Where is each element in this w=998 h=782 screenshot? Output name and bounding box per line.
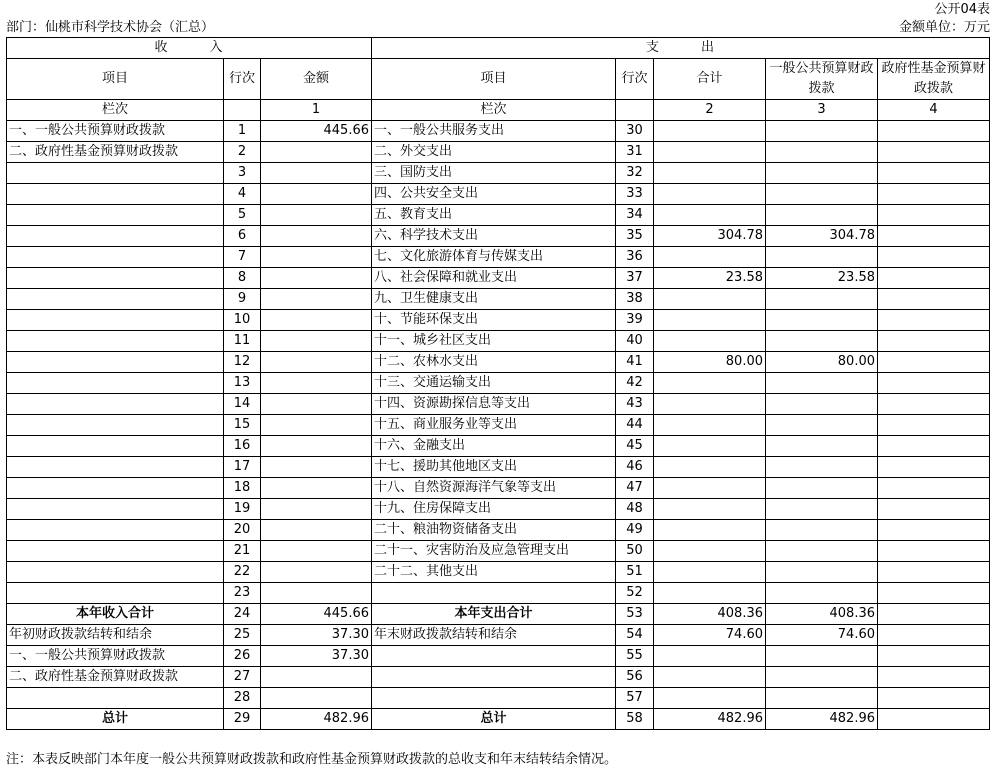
expense-rowno-cell: 42 [616,373,654,394]
income-item-cell [7,310,224,331]
income-amount-cell [261,457,372,478]
expense-item-cell: 十三、交通运输支出 [372,373,616,394]
income-item-cell [7,394,224,415]
income-amount-cell [261,583,372,604]
table-row [7,562,990,583]
expense-item-cell: 十、节能环保支出 [372,310,616,331]
expense-item-cell: 十四、资源勘探信息等支出 [372,394,616,415]
table-row [7,142,990,163]
income-item-cell [7,436,224,457]
general-budget-cell: 23.58 [766,268,878,289]
footnote: 注：本表反映部门本年度一般公共预算财政拨款和政府性基金预算财政拨款的总收支和年末结转结余情况。 [6,752,618,767]
general-budget-cell [766,583,878,604]
gov-fund-cell [878,142,990,163]
income-rowno-cell: 9 [224,289,261,310]
income-rowno-cell: 27 [224,667,261,688]
income-rowno-cell: 22 [224,562,261,583]
expense-item-cell [372,646,616,667]
expense-total-cell [654,520,766,541]
income-rowno-cell: 8 [224,268,261,289]
income-item-cell [7,226,224,247]
table-row [7,331,990,352]
table-row [7,289,990,310]
income-item-cell [7,415,224,436]
income-rowno-cell: 7 [224,247,261,268]
table-row [7,184,990,205]
income-amount-cell: 445.66 [261,604,372,625]
income-rowno-cell: 10 [224,310,261,331]
general-budget-cell [766,541,878,562]
general-budget-cell: 304.78 [766,226,878,247]
general-budget-cell [766,247,878,268]
expense-rowno-cell: 33 [616,184,654,205]
expense-rowno-cell: 49 [616,520,654,541]
income-item-header: 项目 [7,59,224,100]
income-rowno-cell: 24 [224,604,261,625]
expense-rowno-cell: 38 [616,289,654,310]
gov-fund-cell [878,163,990,184]
gov-fund-cell [878,226,990,247]
gov-fund-cell [878,121,990,142]
income-rowno-cell: 3 [224,163,261,184]
gov-fund-header: 政府性基金预算财政拨款 [878,59,990,100]
income-item-cell [7,205,224,226]
income-rowno-cell: 23 [224,583,261,604]
table-row [7,268,990,289]
expense-rowno-cell: 56 [616,667,654,688]
income-amount-cell [261,163,372,184]
column-header-row [7,59,990,100]
income-rowno-cell: 2 [224,142,261,163]
gov-fund-cell [878,394,990,415]
expense-rowno-cell: 34 [616,205,654,226]
expense-total-cell [654,415,766,436]
income-item-cell [7,268,224,289]
income-amount-cell [261,436,372,457]
expense-total-cell [654,121,766,142]
department-label: 部门：仙桃市科学技术协会（汇总） [6,20,215,35]
table-row [7,478,990,499]
general-budget-cell [766,121,878,142]
expense-item-cell: 十六、金融支出 [372,436,616,457]
income-item-cell: 一、一般公共预算财政拨款 [7,121,224,142]
table-row [7,541,990,562]
income-amount-cell [261,331,372,352]
expense-total-cell [654,205,766,226]
gov-fund-cell [878,268,990,289]
expense-item-cell: 十一、城乡社区支出 [372,331,616,352]
expense-item-cell: 三、国防支出 [372,163,616,184]
unit-label: 金额单位：万元 [898,20,990,35]
gov-fund-cell [878,289,990,310]
expense-total-cell [654,688,766,709]
expense-total-cell [654,457,766,478]
general-budget-cell [766,562,878,583]
expense-total-cell [654,562,766,583]
income-amount-cell [261,688,372,709]
income-amount-cell [261,226,372,247]
income-rowno-cell: 18 [224,478,261,499]
income-rowno-cell: 26 [224,646,261,667]
expense-rowno-cell: 36 [616,247,654,268]
income-item-cell: 二、政府性基金预算财政拨款 [7,667,224,688]
general-budget-cell [766,478,878,499]
expense-item-cell: 六、科学技术支出 [372,226,616,247]
table-row [7,499,990,520]
expense-total-cell: 23.58 [654,268,766,289]
gov-fund-cell [878,709,990,730]
income-rowno-cell: 6 [224,226,261,247]
income-rowno-header: 行次 [224,59,261,100]
expense-total-cell [654,247,766,268]
income-amount-cell [261,184,372,205]
table-row [7,667,990,688]
expense-item-cell: 二十二、其他支出 [372,562,616,583]
income-item-cell: 二、政府性基金预算财政拨款 [7,142,224,163]
income-item-cell: 总计 [7,709,224,730]
general-budget-cell [766,457,878,478]
expense-item-cell: 一、一般公共服务支出 [372,121,616,142]
expense-total-cell [654,541,766,562]
general-budget-cell [766,415,878,436]
table-row [7,226,990,247]
expense-item-cell: 十九、住房保障支出 [372,499,616,520]
expense-col-2: 2 [654,100,766,121]
income-item-cell [7,184,224,205]
expense-rowno-index [616,100,654,121]
expense-item-cell: 七、文化旅游体育与传媒支出 [372,247,616,268]
expense-total-cell: 80.00 [654,352,766,373]
income-amount-cell [261,268,372,289]
expense-rowno-header: 行次 [616,59,654,100]
gov-fund-cell [878,184,990,205]
expense-total-cell [654,667,766,688]
gov-fund-cell [878,331,990,352]
table-row [7,646,990,667]
general-budget-cell [766,331,878,352]
income-amount-cell [261,142,372,163]
gov-fund-cell [878,478,990,499]
general-budget-cell: 80.00 [766,352,878,373]
general-budget-cell [766,205,878,226]
income-rowno-cell: 13 [224,373,261,394]
table-row [7,247,990,268]
table-row [7,373,990,394]
table-row [7,415,990,436]
general-budget-cell [766,436,878,457]
expense-rowno-cell: 32 [616,163,654,184]
income-item-cell [7,247,224,268]
expense-rowno-cell: 30 [616,121,654,142]
expense-rowno-cell: 37 [616,268,654,289]
income-item-cell [7,541,224,562]
income-item-cell [7,688,224,709]
gov-fund-cell [878,625,990,646]
income-item-cell: 一、一般公共预算财政拨款 [7,646,224,667]
general-budget-cell [766,667,878,688]
income-item-cell [7,562,224,583]
expense-rowno-cell: 55 [616,646,654,667]
expense-rowno-cell: 50 [616,541,654,562]
general-budget-cell [766,310,878,331]
expense-group-header: 支 出 [372,38,990,59]
general-budget-header: 一般公共预算财政拨款 [766,59,878,100]
income-item-cell [7,520,224,541]
income-amount-cell [261,205,372,226]
general-budget-cell: 408.36 [766,604,878,625]
expense-total-cell [654,583,766,604]
table-row [7,310,990,331]
form-code: 公开04表 [934,2,990,17]
income-amount-cell [261,289,372,310]
expense-item-cell [372,667,616,688]
income-rowno-cell: 12 [224,352,261,373]
gov-fund-cell [878,205,990,226]
gov-fund-cell [878,310,990,331]
gov-fund-cell [878,373,990,394]
general-budget-cell [766,184,878,205]
column-index-row [7,100,990,121]
income-amount-cell [261,499,372,520]
expense-rowno-cell: 35 [616,226,654,247]
gov-fund-cell [878,436,990,457]
table-row [7,352,990,373]
expense-total-cell [654,436,766,457]
expense-item-cell: 本年支出合计 [372,604,616,625]
income-rowno-cell: 16 [224,436,261,457]
income-rowno-cell: 1 [224,121,261,142]
general-budget-cell [766,394,878,415]
expense-total-cell: 74.60 [654,625,766,646]
income-rowno-index [224,100,261,121]
income-item-cell [7,373,224,394]
group-header-row [7,38,990,59]
expense-total-cell [654,394,766,415]
gov-fund-cell [878,688,990,709]
expense-total-cell [654,499,766,520]
income-amount-cell [261,478,372,499]
expense-total-cell [654,331,766,352]
expense-item-cell: 九、卫生健康支出 [372,289,616,310]
expense-item-cell: 二十、粮油物资储备支出 [372,520,616,541]
income-rowno-cell: 25 [224,625,261,646]
gov-fund-cell [878,499,990,520]
gov-fund-cell [878,247,990,268]
expense-item-header: 项目 [372,59,616,100]
general-budget-cell [766,499,878,520]
income-item-cell [7,457,224,478]
table-row [7,205,990,226]
income-rowno-cell: 4 [224,184,261,205]
table-row [7,688,990,709]
income-amount-cell: 37.30 [261,625,372,646]
expense-rowno-cell: 44 [616,415,654,436]
expense-item-cell: 年末财政拨款结转和结余 [372,625,616,646]
expense-total-cell [654,310,766,331]
expense-rowno-cell: 57 [616,688,654,709]
income-rowno-cell: 5 [224,205,261,226]
expense-total-cell [654,142,766,163]
income-amount-cell [261,247,372,268]
expense-item-cell: 八、社会保障和就业支出 [372,268,616,289]
income-rowno-cell: 11 [224,331,261,352]
general-budget-cell [766,373,878,394]
general-budget-cell [766,163,878,184]
expense-item-cell: 五、教育支出 [372,205,616,226]
expense-rowno-cell: 52 [616,583,654,604]
income-amount-cell [261,310,372,331]
income-rowno-cell: 19 [224,499,261,520]
expense-rowno-cell: 46 [616,457,654,478]
budget-table [6,37,990,730]
gov-fund-cell [878,667,990,688]
expense-item-cell: 二十一、灾害防治及应急管理支出 [372,541,616,562]
expense-rowno-cell: 58 [616,709,654,730]
income-item-cell: 年初财政拨款结转和结余 [7,625,224,646]
income-group-header: 收 入 [7,38,372,59]
expense-rowno-cell: 40 [616,331,654,352]
gov-fund-cell [878,352,990,373]
expense-rowno-cell: 48 [616,499,654,520]
table-row [7,604,990,625]
table-row [7,163,990,184]
expense-total-cell [654,646,766,667]
expense-rowno-cell: 43 [616,394,654,415]
expense-item-cell: 十八、自然资源海洋气象等支出 [372,478,616,499]
income-amount-cell: 482.96 [261,709,372,730]
income-item-cell [7,478,224,499]
table-row [7,436,990,457]
expense-col-4: 4 [878,100,990,121]
general-budget-cell: 74.60 [766,625,878,646]
income-rowno-cell: 15 [224,415,261,436]
income-rowno-cell: 29 [224,709,261,730]
expense-item-cell [372,583,616,604]
income-amount-cell [261,520,372,541]
income-amount-cell [261,415,372,436]
income-item-cell [7,163,224,184]
gov-fund-cell [878,520,990,541]
income-item-cell [7,499,224,520]
table-row [7,625,990,646]
income-amount-header: 金额 [261,59,372,100]
expense-item-cell: 十五、商业服务业等支出 [372,415,616,436]
expense-item-cell: 二、外交支出 [372,142,616,163]
expense-total-cell: 482.96 [654,709,766,730]
expense-col-label: 栏次 [372,100,616,121]
income-item-cell [7,352,224,373]
table-row [7,583,990,604]
expense-total-cell [654,184,766,205]
general-budget-cell [766,142,878,163]
expense-rowno-cell: 31 [616,142,654,163]
income-amount-cell: 445.66 [261,121,372,142]
income-amount-cell [261,562,372,583]
income-amount-cell [261,373,372,394]
income-item-cell: 本年收入合计 [7,604,224,625]
gov-fund-cell [878,541,990,562]
expense-rowno-cell: 41 [616,352,654,373]
header-line [6,19,990,36]
table-row [7,121,990,142]
gov-fund-cell [878,646,990,667]
expense-total-cell [654,163,766,184]
table-row [7,709,990,730]
general-budget-cell [766,688,878,709]
expense-rowno-cell: 51 [616,562,654,583]
general-budget-cell [766,289,878,310]
income-amount-cell: 37.30 [261,646,372,667]
expense-total-cell: 304.78 [654,226,766,247]
gov-fund-cell [878,583,990,604]
expense-rowno-cell: 53 [616,604,654,625]
income-rowno-cell: 21 [224,541,261,562]
expense-rowno-cell: 47 [616,478,654,499]
income-rowno-cell: 20 [224,520,261,541]
general-budget-cell: 482.96 [766,709,878,730]
gov-fund-cell [878,457,990,478]
general-budget-cell [766,520,878,541]
expense-total-cell [654,478,766,499]
income-amount-cell [261,667,372,688]
gov-fund-cell [878,415,990,436]
expense-total-cell [654,373,766,394]
gov-fund-cell [878,562,990,583]
income-item-cell [7,331,224,352]
expense-rowno-cell: 45 [616,436,654,457]
table-row [7,457,990,478]
expense-item-cell: 四、公共安全支出 [372,184,616,205]
income-amount-cell [261,541,372,562]
income-amount-cell [261,352,372,373]
expense-total-cell: 408.36 [654,604,766,625]
income-amount-cell [261,394,372,415]
expense-total-header: 合计 [654,59,766,100]
expense-total-cell [654,289,766,310]
expense-item-cell [372,688,616,709]
expense-item-cell: 十二、农林水支出 [372,352,616,373]
income-col-label: 栏次 [7,100,224,121]
income-item-cell [7,583,224,604]
expense-rowno-cell: 54 [616,625,654,646]
expense-col-3: 3 [766,100,878,121]
gov-fund-cell [878,604,990,625]
general-budget-cell [766,646,878,667]
income-rowno-cell: 28 [224,688,261,709]
income-rowno-cell: 17 [224,457,261,478]
income-rowno-cell: 14 [224,394,261,415]
income-col-1: 1 [261,100,372,121]
income-item-cell [7,289,224,310]
table-row [7,394,990,415]
expense-item-cell: 总计 [372,709,616,730]
expense-item-cell: 十七、援助其他地区支出 [372,457,616,478]
expense-rowno-cell: 39 [616,310,654,331]
table-row [7,520,990,541]
